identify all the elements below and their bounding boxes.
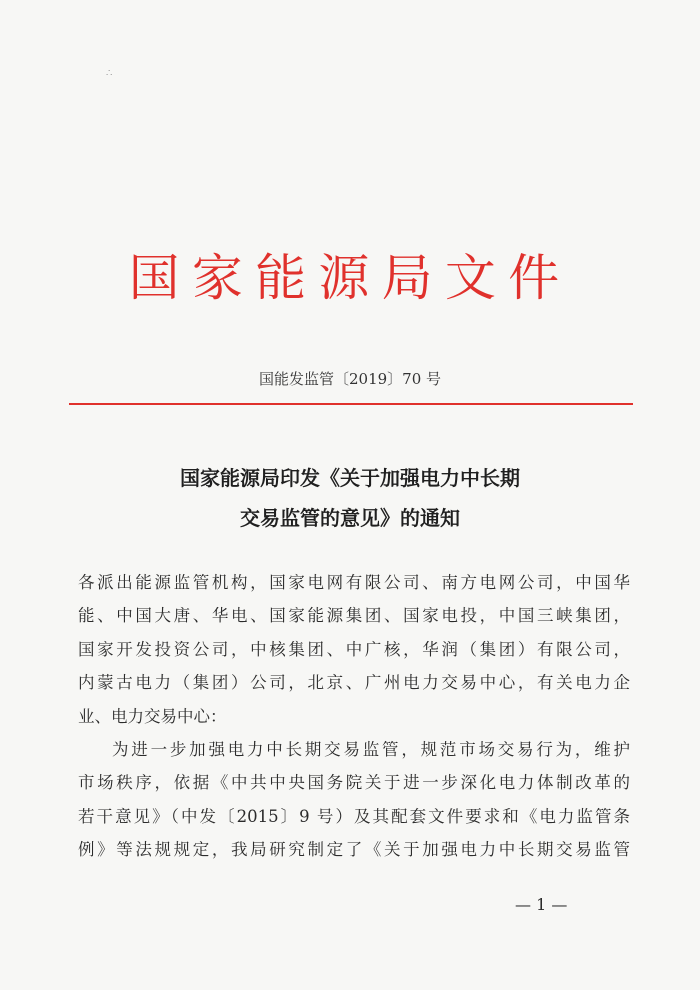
body-line: 为进一步加强电力中长期交易监管，规范市场交易行为，维护 bbox=[112, 739, 630, 759]
body-line: 各派出能源监管机构，国家电网有限公司、南方电网公司，中国华 bbox=[78, 573, 630, 592]
scan-speck: ∴ bbox=[106, 68, 113, 79]
red-divider-line bbox=[69, 403, 633, 405]
body-line: 例》等法规规定，我局研究制定了《关于加强电力中长期交易监管 bbox=[78, 840, 630, 860]
body-line: 能、中国大唐、华电、国家能源集团、国家电投，中国三峡集团， bbox=[78, 606, 630, 626]
title-line-1: 国家能源局印发《关于加强电力中长期 bbox=[180, 466, 520, 490]
title-line-2: 交易监管的意见》的通知 bbox=[240, 506, 460, 530]
body-line: 内蒙古电力（集团）公司，北京、广州电力交易中心，有关电力企 bbox=[78, 673, 630, 693]
body-line: 市场秩序，依据《中共中央国务院关于进一步深化电力体制改革的 bbox=[78, 773, 630, 793]
body-line: 国家开发投资公司，中核集团、中广核，华润（集团）有限公司， bbox=[78, 639, 630, 659]
body-line: 若干意见》（中发〔2015〕9 号）及其配套文件要求和《电力监管条 bbox=[78, 806, 630, 826]
document-title bbox=[0, 458, 700, 538]
document-number: 国能发监管〔2019〕70 号 bbox=[258, 370, 442, 388]
document-red-header: 国家能源局文件 bbox=[128, 249, 572, 307]
body-line: 业、电力交易中心： bbox=[78, 706, 227, 726]
page-number: — 1 — bbox=[515, 895, 568, 914]
document-body bbox=[78, 566, 630, 867]
